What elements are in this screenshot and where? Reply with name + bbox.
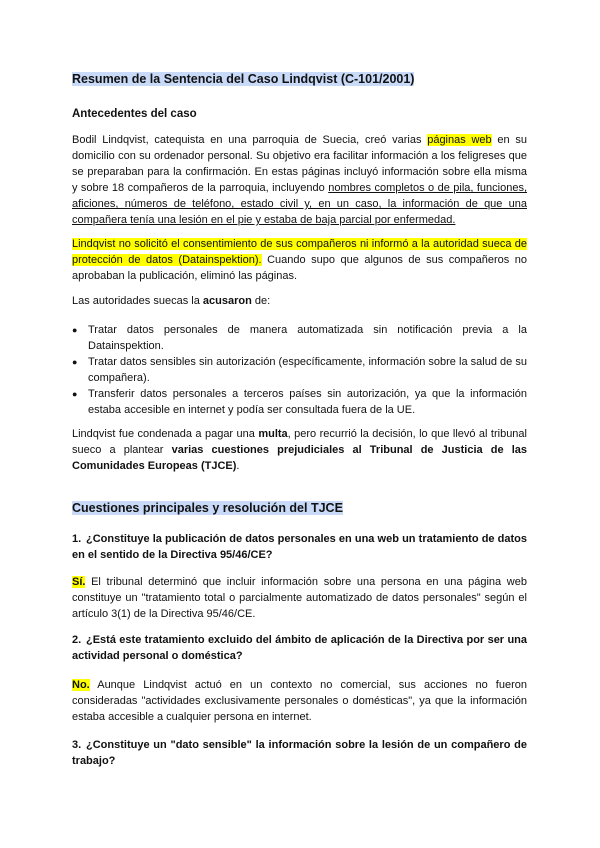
document-title: [72, 70, 527, 88]
cuestiones-heading: [72, 499, 527, 517]
p3-text-a: Las autoridades suecas la: [72, 295, 203, 307]
answer-1-text: El tribunal determinó que incluir información sobre una persona en una página web constituye un "tratamiento total o parcialmente automatizado de datos personales" según el artículo 3(1) de la Directiva 95/46/CE.: [72, 576, 527, 620]
answer-2-text: Aunque Lindqvist actuó en un contexto no comercial, sus acciones no fueron consideradas "actividades exclusivamente personales o domésticas", ya que la información estaba accesible a cualquier persona en internet.: [72, 679, 527, 723]
question-1: [72, 531, 527, 563]
list-item: ● Tratar datos sensibles sin autorización (específicamente, información sobre la salud de su compañera).: [72, 354, 527, 386]
p3-bold: acusaron: [202, 295, 252, 307]
p4-text-a: Lindqvist fue condenada a pagar una: [72, 428, 259, 440]
p1-text-a: Bodil Lindqvist, catequista en una parroquia de Suecia, creó varias: [72, 134, 428, 146]
question-3-number: 3.: [72, 739, 82, 751]
antecedentes-paragraph-4: [72, 426, 527, 474]
p3-text-b: de:: [251, 295, 271, 307]
antecedentes-paragraph-3: [72, 293, 527, 309]
list-item: ● Tratar datos personales de manera automatizada sin notificación previa a la Datainspektion.: [72, 322, 527, 354]
antecedentes-paragraph-1: [72, 132, 527, 228]
p4-bold-cuestiones: varias cuestiones prejudiciales al Tribunal de Justicia de las Comunidades Europeas (TJCE): [72, 444, 528, 472]
question-3-text: ¿Constituye un "dato sensible" la información sobre la lesión de un compañero de trabajo?: [72, 739, 527, 767]
question-2-text: ¿Está este tratamiento excluido del ámbito de aplicación de la Directiva por ser una actividad personal o doméstica?: [72, 634, 527, 662]
question-3: [72, 737, 527, 769]
p1-text-b: en su domicilio con su ordenador personal. Su objetivo era facilitar información a los feligreses que se preparaban para la confirmación. En estas páginas incluyó información sobre ella misma y sobre 18 compañeros de la parroquia, incluyendo: [72, 134, 527, 194]
question-1-text: ¿Constituye la publicación de datos personales en una web un tratamiento de datos en el sentido de la Directiva 95/46/CE?: [72, 533, 527, 561]
charges-list: [72, 322, 527, 418]
question-2: [72, 632, 527, 664]
antecedentes-heading: Antecedentes del caso: [72, 108, 197, 120]
p4-text-c: .: [236, 460, 240, 472]
question-2-number: 2.: [72, 634, 82, 646]
p1-underlined: nombres completos o de pila, funciones, aficiones, números de teléfono, estado civil y, en un caso, la información de que una compañera tenía una lesión en el pie y estaba de baja parcial por enfermedad.: [72, 182, 528, 226]
title-text: Resumen de la Sentencia del Caso Lindqvist (C-101/2001): [72, 72, 415, 86]
answer-1: [72, 574, 527, 622]
cuestiones-heading-text: Cuestiones principales y resolución del TJCE: [72, 501, 343, 515]
list-item: ● Transferir datos personales a terceros países sin autorización, ya que la información estaba accesible en internet y podía ser consultada fuera de la UE.: [72, 386, 527, 418]
answer-2: [72, 677, 527, 725]
p4-bold-multa: multa: [258, 428, 288, 440]
p1-highlight: páginas web: [427, 134, 492, 146]
answer-1-label: Sí.: [72, 576, 86, 588]
p4-text-b: , pero recurrió la decisión, lo que llevó al tribunal sueco a plantear: [72, 428, 527, 456]
antecedentes-paragraph-2: [72, 236, 527, 284]
p2-highlight: Lindqvist no solicitó el consentimiento de sus compañeros ni informó a la autoridad sueca de protección de datos (Datainspektion).: [72, 238, 527, 266]
answer-2-label: No.: [72, 679, 90, 691]
question-1-number: 1.: [72, 533, 82, 545]
p2-text: Cuando supo que algunos de sus compañeros no aprobaban la publicación, eliminó las páginas.: [72, 254, 527, 282]
